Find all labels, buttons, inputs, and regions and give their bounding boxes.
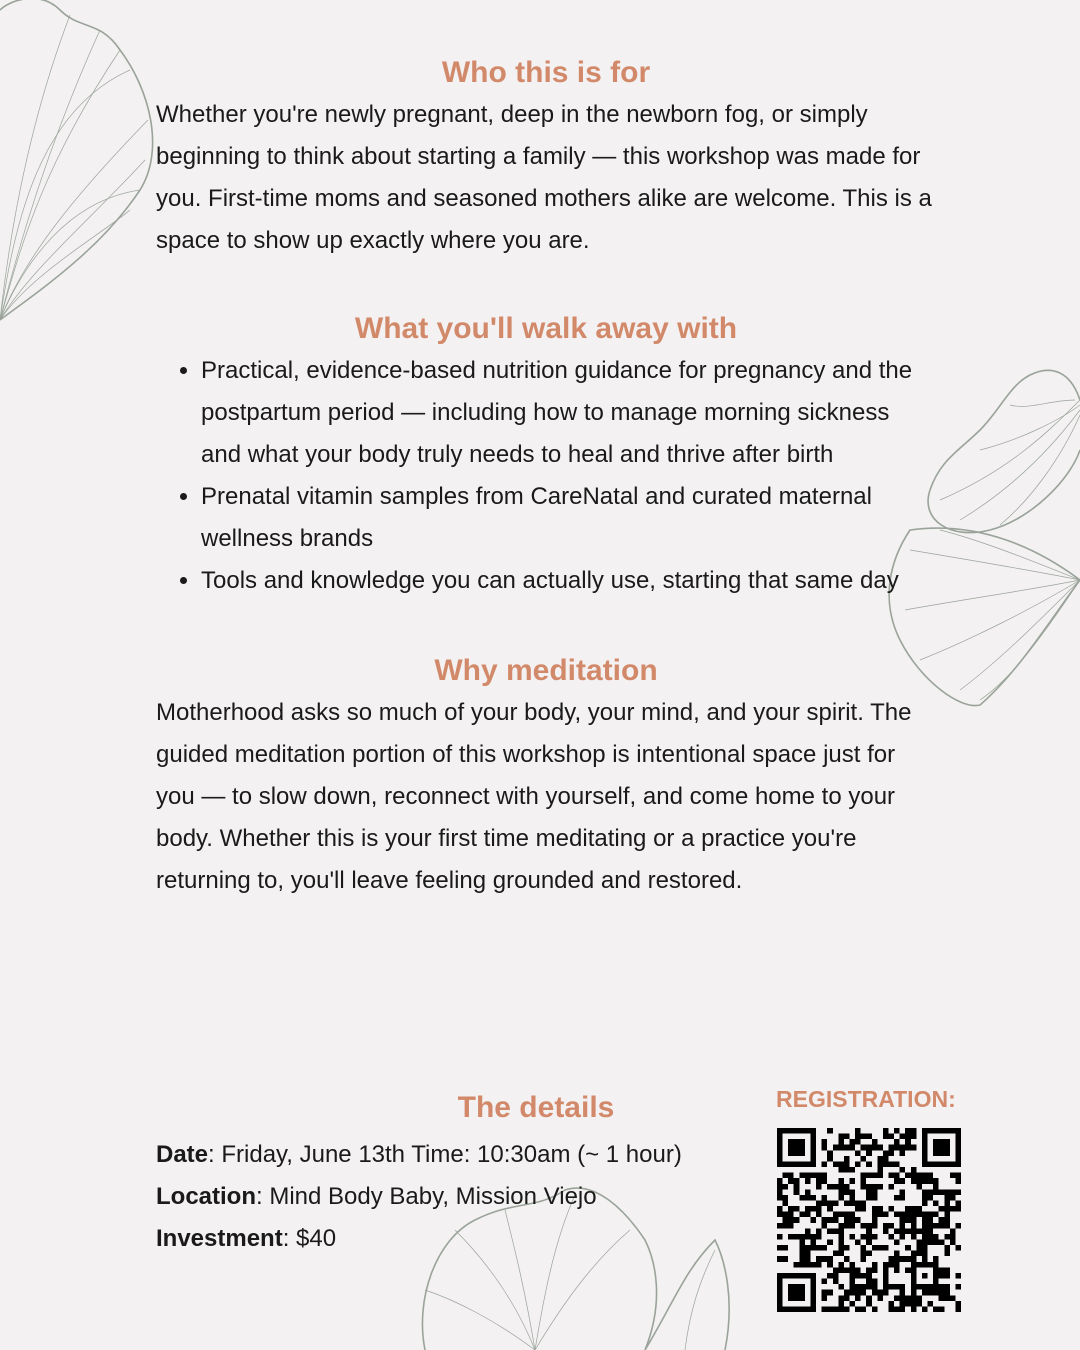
walk-away-list	[156, 350, 936, 602]
detail-date	[156, 1134, 682, 1176]
main-content	[156, 52, 936, 948]
detail-date-label: Date	[156, 1141, 209, 1168]
why-meditation-body: Motherhood asks so much of your body, your mind, and your spirit. The guided meditation portion of this workshop is intentional space just for you — to slow down, reconnect with yourself, and come home to your body. Whether this is your first time meditating or a practice you're returning to, you'll leave feeling grounded and restored.	[156, 699, 912, 894]
detail-location	[156, 1176, 682, 1218]
heading-who-this-is-for: Who this is for	[441, 56, 651, 89]
detail-investment-value: : $40	[282, 1225, 337, 1252]
section-walk-away	[156, 308, 936, 602]
section-who-this-is-for	[156, 52, 936, 262]
section-why-meditation	[156, 650, 936, 902]
qr-code-icon[interactable]	[777, 1128, 961, 1312]
detail-investment	[156, 1218, 682, 1260]
heading-the-details: The details	[457, 1091, 615, 1124]
details-list	[156, 1134, 682, 1260]
list-item: • Practical, evidence-based nutrition guidance for pregnancy and the postpartum period — including how to manage morning sickness and what your body truly needs to heal and thrive after birth	[201, 350, 936, 476]
heading-why-meditation: Why meditation	[434, 654, 658, 687]
detail-location-value: : Mind Body Baby, Mission Viejo	[256, 1183, 597, 1210]
registration-label: REGISTRATION:	[776, 1086, 956, 1112]
detail-investment-label: Investment	[156, 1225, 283, 1252]
list-item: • Tools and knowledge you can actually use, starting that same day	[201, 560, 936, 602]
ginkgo-leaf-top-left-icon	[0, 0, 180, 330]
detail-location-label: Location	[156, 1183, 256, 1210]
detail-date-value: : Friday, June 13th Time: 10:30am (~ 1 hour)	[208, 1141, 682, 1168]
who-this-is-for-body: Whether you're newly pregnant, deep in the newborn fog, or simply beginning to think about starting a family — this workshop was made for you. First-time moms and seasoned mothers alike are welcome. This is a space to show up exactly where you are.	[156, 101, 932, 254]
list-item: • Prenatal vitamin samples from CareNatal and curated maternal wellness brands	[201, 476, 936, 560]
heading-walk-away: What you'll walk away with	[354, 312, 738, 345]
